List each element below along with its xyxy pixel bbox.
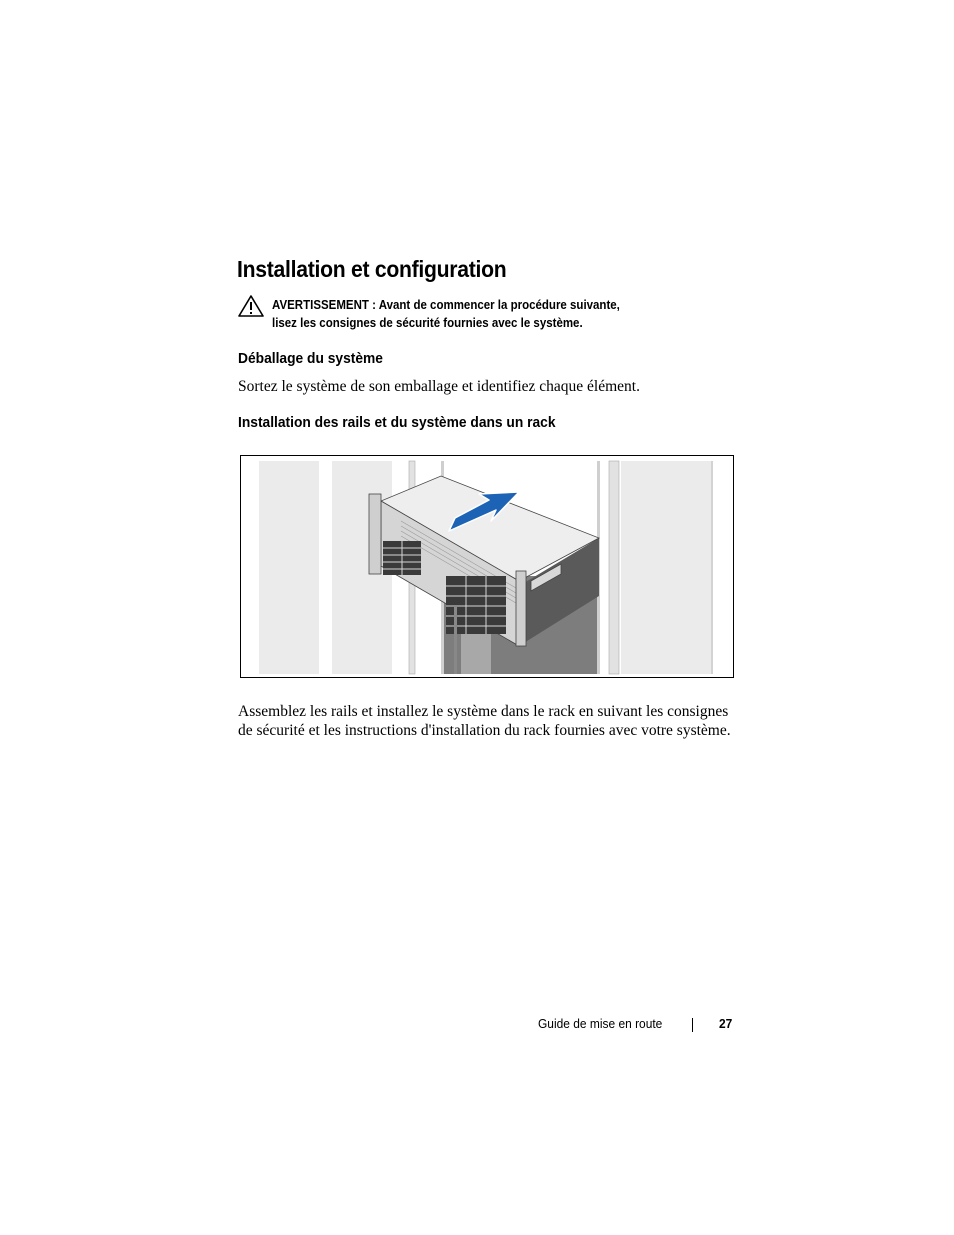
section-text-unpacking: Sortez le système de son emballage et identifiez chaque élément. [238,378,640,395]
section-heading-rack: Installation des rails et du système dans un rack [238,414,556,431]
warning-triangle-icon [237,294,265,318]
warning-notice [272,296,620,332]
warning-line1: Avant de commencer la procédure suivante, [378,298,620,312]
warning-line2: lisez les consignes de sécurité fournies avec le système. [272,316,583,330]
page-number: 27 [719,1016,733,1031]
rack-panel-left [259,461,319,674]
page-title: Installation et configuration [237,256,507,282]
footer-separator [692,1018,693,1032]
rack-illustration [241,456,733,677]
rack-panel-right [621,461,713,674]
section-text-rack: Assemblez les rails et installez le système dans le rack en suivant les consignes de sécurité et les instructions d'installation du rack fournies avec votre système. [238,703,731,739]
section-heading-unpacking: Déballage du système [238,350,383,367]
rack-installation-figure [240,455,734,678]
warning-label: AVERTISSEMENT : [272,298,376,312]
footer-guide-title: Guide de mise en route [538,1016,663,1031]
